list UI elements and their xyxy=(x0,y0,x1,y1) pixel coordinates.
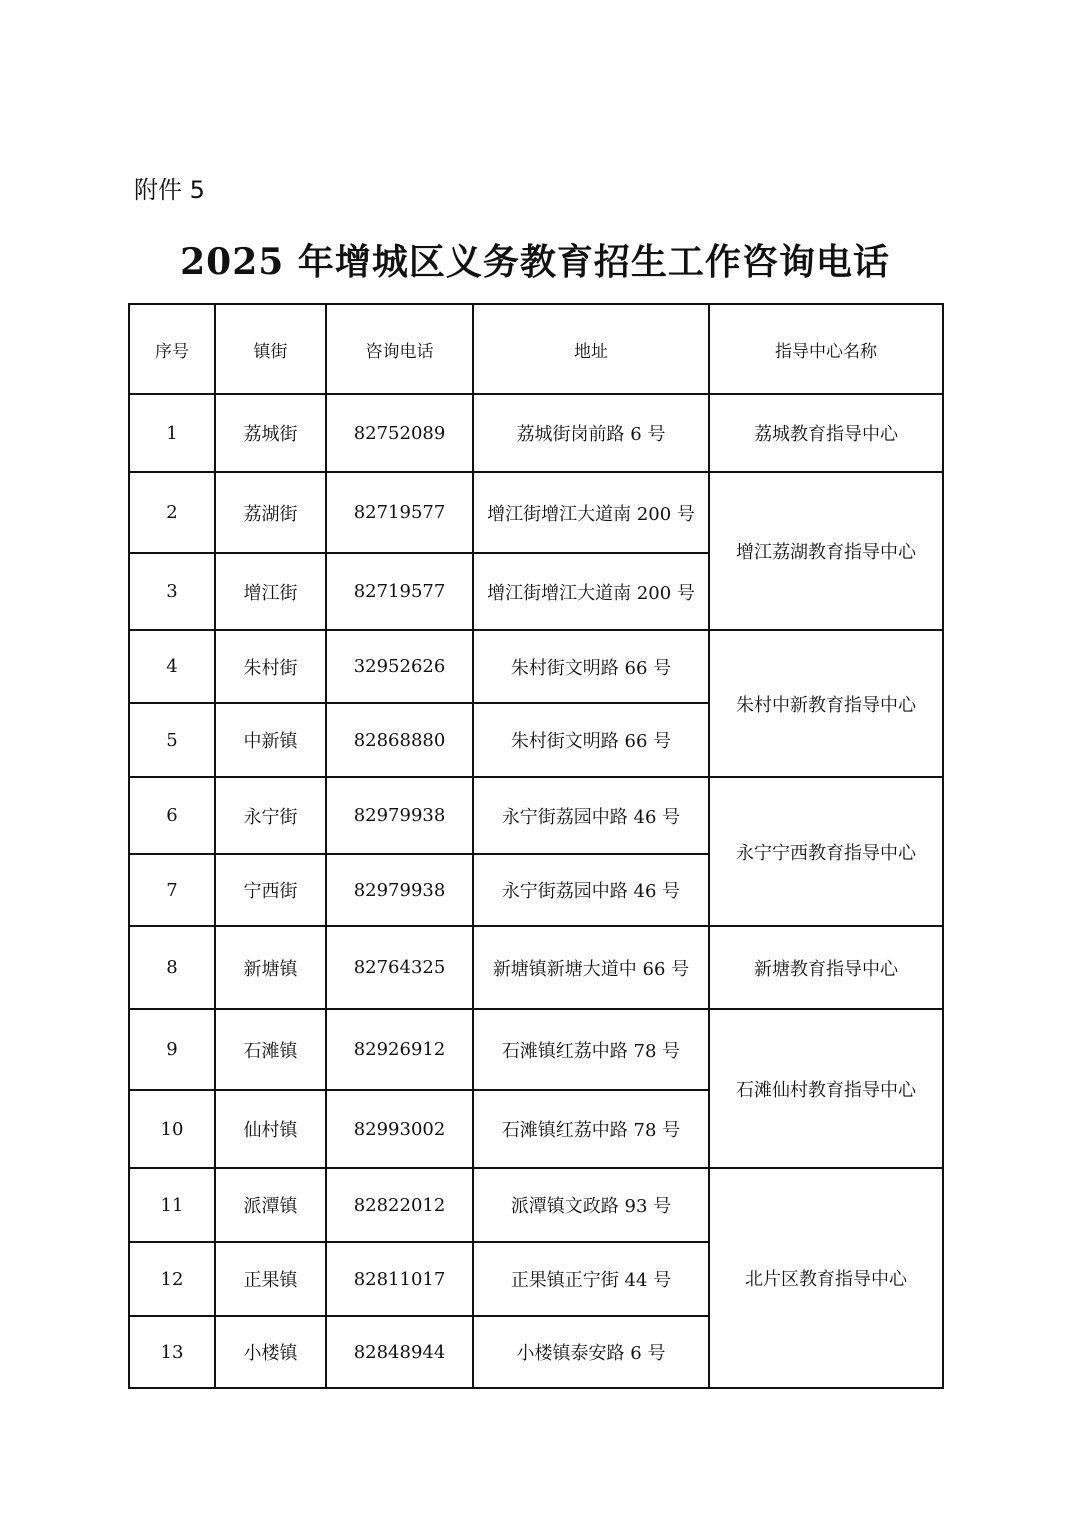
row-no: 7 xyxy=(129,854,215,926)
row-phone: 32952626 xyxy=(326,630,473,703)
row-phone: 82868880 xyxy=(326,703,473,777)
row-address: 永宁街荔园中路 46 号 xyxy=(473,777,709,854)
row-address: 朱村街文明路 66 号 xyxy=(473,703,709,777)
row-address: 新塘镇新塘大道中 66 号 xyxy=(473,926,709,1009)
row-center: 新塘教育指导中心 xyxy=(709,926,943,1009)
table-row xyxy=(129,630,943,703)
header-address: 地址 xyxy=(473,304,709,394)
row-center: 荔城教育指导中心 xyxy=(709,394,943,472)
row-town: 正果镇 xyxy=(215,1242,326,1316)
table-row xyxy=(129,1168,943,1242)
table-row xyxy=(129,777,943,854)
row-address: 石滩镇红荔中路 78 号 xyxy=(473,1009,709,1090)
row-no: 8 xyxy=(129,926,215,1009)
row-address: 永宁街荔园中路 46 号 xyxy=(473,854,709,926)
row-phone: 82979938 xyxy=(326,777,473,854)
header-town: 镇街 xyxy=(215,304,326,394)
document-title: 2025 年增城区义务教育招生工作咨询电话 xyxy=(180,241,890,283)
row-phone: 82811017 xyxy=(326,1242,473,1316)
row-town: 永宁街 xyxy=(215,777,326,854)
row-phone: 82848944 xyxy=(326,1316,473,1388)
row-address: 石滩镇红荔中路 78 号 xyxy=(473,1090,709,1168)
row-no: 10 xyxy=(129,1090,215,1168)
table-row xyxy=(129,472,943,553)
row-center: 朱村中新教育指导中心 xyxy=(709,630,943,777)
row-phone: 82822012 xyxy=(326,1168,473,1242)
row-address: 荔城街岗前路 6 号 xyxy=(473,394,709,472)
row-town: 小楼镇 xyxy=(215,1316,326,1388)
row-town: 派潭镇 xyxy=(215,1168,326,1242)
row-address: 增江街增江大道南 200 号 xyxy=(473,472,709,553)
row-town: 石滩镇 xyxy=(215,1009,326,1090)
header-center: 指导中心名称 xyxy=(709,304,943,394)
row-address: 增江街增江大道南 200 号 xyxy=(473,553,709,630)
consultation-phone-table xyxy=(128,303,944,1389)
row-town: 增江街 xyxy=(215,553,326,630)
row-town: 朱村街 xyxy=(215,630,326,703)
table-row xyxy=(129,926,943,1009)
row-phone: 82764325 xyxy=(326,926,473,1009)
row-town: 荔湖街 xyxy=(215,472,326,553)
row-town: 荔城街 xyxy=(215,394,326,472)
row-phone: 82719577 xyxy=(326,553,473,630)
row-phone: 82719577 xyxy=(326,472,473,553)
row-no: 12 xyxy=(129,1242,215,1316)
table-row xyxy=(129,394,943,472)
row-town: 宁西街 xyxy=(215,854,326,926)
row-center: 增江荔湖教育指导中心 xyxy=(709,472,943,630)
header-no: 序号 xyxy=(129,304,215,394)
table-row xyxy=(129,1009,943,1090)
attachment-label: 附件 5 xyxy=(134,176,205,204)
row-address: 小楼镇泰安路 6 号 xyxy=(473,1316,709,1388)
row-center: 永宁宁西教育指导中心 xyxy=(709,777,943,926)
row-phone: 82979938 xyxy=(326,854,473,926)
row-no: 11 xyxy=(129,1168,215,1242)
row-town: 仙村镇 xyxy=(215,1090,326,1168)
row-no: 13 xyxy=(129,1316,215,1388)
row-no: 6 xyxy=(129,777,215,854)
table-header-row xyxy=(129,304,943,394)
row-no: 1 xyxy=(129,394,215,472)
row-town: 中新镇 xyxy=(215,703,326,777)
row-no: 2 xyxy=(129,472,215,553)
row-no: 9 xyxy=(129,1009,215,1090)
row-no: 4 xyxy=(129,630,215,703)
row-phone: 82926912 xyxy=(326,1009,473,1090)
row-address: 朱村街文明路 66 号 xyxy=(473,630,709,703)
row-town: 新塘镇 xyxy=(215,926,326,1009)
row-no: 5 xyxy=(129,703,215,777)
row-center: 石滩仙村教育指导中心 xyxy=(709,1009,943,1168)
row-phone: 82752089 xyxy=(326,394,473,472)
row-address: 正果镇正宁街 44 号 xyxy=(473,1242,709,1316)
row-no: 3 xyxy=(129,553,215,630)
row-address: 派潭镇文政路 93 号 xyxy=(473,1168,709,1242)
row-center: 北片区教育指导中心 xyxy=(709,1168,943,1388)
row-phone: 82993002 xyxy=(326,1090,473,1168)
header-phone: 咨询电话 xyxy=(326,304,473,394)
